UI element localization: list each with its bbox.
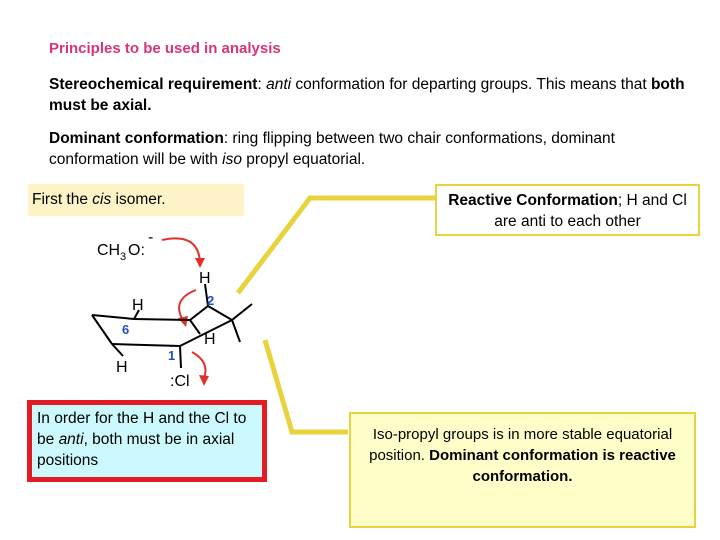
dominant-iso: iso	[222, 151, 242, 168]
axial-positions-box	[27, 400, 267, 482]
callout-line-bottom	[265, 340, 348, 432]
equatorial-stability-callout	[349, 412, 696, 528]
arrow-to-cl	[192, 352, 206, 378]
carbon-number-6: 6	[122, 322, 130, 337]
stereo-bold-end: both must be axial.	[49, 76, 685, 114]
stable-bold: Dominant conformation is reactive conformation.	[429, 447, 676, 485]
h-bottom: H	[116, 359, 128, 376]
chlorine: :Cl	[170, 373, 190, 390]
h-left: H	[132, 297, 144, 314]
reactive-rest: ; H and Cl are anti to each other	[494, 192, 687, 230]
dominant-label: Dominant conformation	[49, 130, 224, 147]
dominant-text: : ring flipping between two chair conformations, dominant conformation will be with	[49, 130, 615, 168]
arrow-head-3	[199, 375, 209, 386]
cis-word: cis	[92, 191, 112, 208]
arrow-head-2	[178, 316, 188, 327]
carbon-number-1: 1	[168, 348, 176, 363]
axial-post: , both must be in axial positions	[37, 431, 235, 469]
arrow-head-1	[195, 258, 205, 268]
stereo-colon: :	[257, 76, 267, 93]
axial-pre: In order for the H and the Cl to be	[37, 410, 247, 448]
methoxide-charge: -	[148, 229, 154, 246]
reactive-bold: Reactive Conformation	[448, 192, 618, 209]
cis-post: isomer.	[111, 191, 166, 208]
callout-line-top	[238, 198, 435, 293]
stable-pre: Iso-propyl groups is in more stable equatorial position.	[369, 426, 673, 464]
methoxide-ch: CH	[97, 242, 121, 259]
reactive-conformation-callout	[435, 184, 700, 236]
axial-anti: anti	[58, 431, 84, 448]
methoxide-o: O:	[128, 242, 145, 259]
h-right: H	[204, 331, 216, 348]
stereo-anti: anti	[266, 76, 292, 93]
stereo-rest: conformation for departing groups. This means that	[291, 76, 651, 93]
section-heading: Principles to be used in analysis	[49, 40, 281, 57]
stereo-label: Stereochemical requirement	[49, 76, 258, 93]
cis-isomer-box	[28, 184, 244, 216]
methoxide-sub: 3	[120, 251, 127, 263]
carbon-number-2: 2	[207, 293, 215, 308]
dominant-end: propyl equatorial.	[242, 151, 366, 168]
cis-pre: First the	[32, 191, 93, 208]
arrow-methoxide-to-h	[162, 238, 200, 262]
h-top: H	[199, 270, 211, 287]
